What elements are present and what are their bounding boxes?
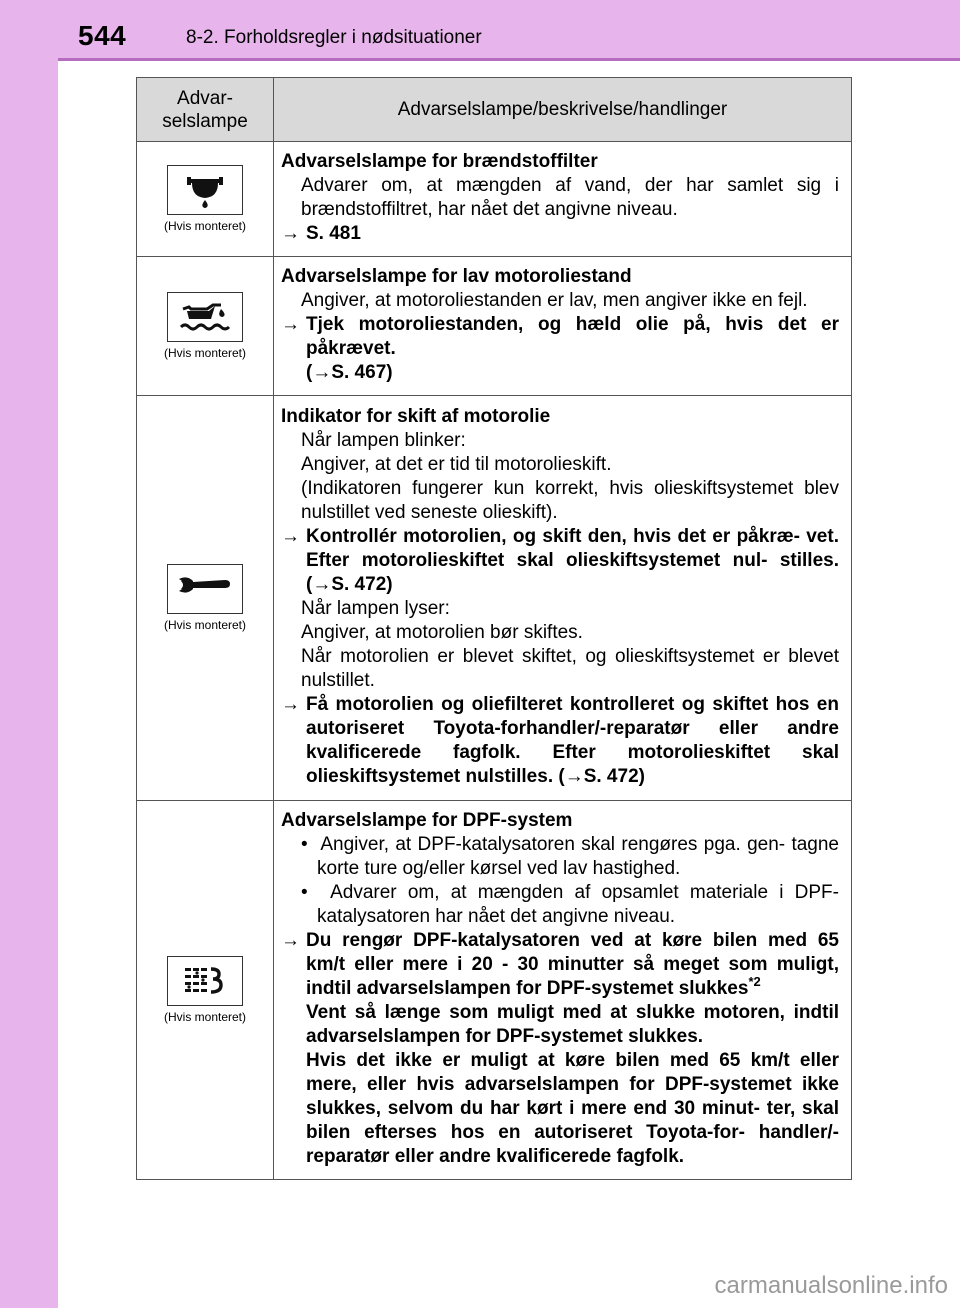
arrow-icon: → xyxy=(564,766,584,787)
action-line xyxy=(281,222,839,246)
lamp-text: Angiver, at motoroliestanden er lav, men angiver ikke en fejl. xyxy=(301,290,808,311)
arrow-icon: → xyxy=(281,930,300,951)
ref-paren: ( xyxy=(306,362,313,383)
action-line xyxy=(281,525,839,597)
column-header-description: Advarselslampe/beskrivelse/handlinger xyxy=(274,78,852,142)
lamp-caption: (Hvis monteret) xyxy=(163,618,246,632)
action-text-2: Vent så længe som muligt med at slukke motoren, indtil advarselslampen for DPF-systemet slukkes. xyxy=(306,1002,839,1047)
action-line xyxy=(281,313,839,361)
lamp-title: Indikator for skift af motorolie xyxy=(281,406,551,427)
description-cell xyxy=(274,142,852,257)
warning-lamp-table xyxy=(136,77,852,1180)
page-ref: S. 467) xyxy=(331,362,393,383)
arrow-icon: → xyxy=(312,362,332,383)
bullet-text: Advarer om, at mængden af opsamlet materiale i DPF- katalysatoren har nået det angivne niveau. xyxy=(317,882,839,927)
lit-text: Angiver, at motorolien bør skiftes. xyxy=(301,622,583,643)
action-text: Tjek motoroliestanden, og hæld olie på, hvis det er påkrævet. xyxy=(306,314,839,359)
bullet-item: • Angiver, at DPF-katalysatoren skal rengøres pga. gen- tagne korte ture og/eller kørsel ved lav hastighed. xyxy=(301,834,839,879)
lamp-caption: (Hvis monteret) xyxy=(163,219,246,233)
blink-note: (Indikatoren fungerer kun korrekt, hvis olieskiftsystemet blev nulstillet ved seneste olieskift). xyxy=(301,478,839,523)
lamp-text: Advarer om, at mængden af vand, der har samlet sig i brændstoffiltret, har nået det angivne niveau. xyxy=(301,175,839,220)
arrow-icon: → xyxy=(281,694,300,715)
lamp-caption: (Hvis monteret) xyxy=(163,1010,246,1024)
arrow-icon: → xyxy=(281,526,300,547)
action-line xyxy=(281,929,839,1001)
blink-text: Angiver, at det er tid til motorolieskift. xyxy=(301,454,612,475)
action-text-3: Hvis det ikke er muligt at køre bilen med 65 km/t eller mere, eller hvis advarselslampen for DPF-systemet ikke slukkes, selvom du har kørt i mere end 30 minut- ter, skal bilen efterses hos en autoriseret Toyota-for- handler/-reparatør eller andre kvalificerede fagfolk. xyxy=(306,1050,839,1167)
lamp-cell xyxy=(137,257,274,396)
wrench-icon xyxy=(167,564,243,614)
table-row xyxy=(137,801,852,1180)
table-row xyxy=(137,396,852,801)
page-ref: S. 472) xyxy=(331,574,393,595)
column-header-lamp: Advar- selslampe xyxy=(137,78,274,142)
footnote-marker: *2 xyxy=(748,974,761,989)
page-ref-line xyxy=(281,361,839,385)
lit-label: Når lampen lyser: xyxy=(301,598,450,619)
header-rule xyxy=(58,58,960,61)
blink-label: Når lampen blinker: xyxy=(301,430,466,451)
lamp-title: Advarselslampe for lav motoroliestand xyxy=(281,266,632,287)
action-line xyxy=(281,693,839,789)
lamp-caption: (Hvis monteret) xyxy=(163,346,246,360)
table-header-row xyxy=(137,78,852,142)
action-text: Du rengør DPF-katalysatoren ved at køre bilen med 65 km/t eller mere i 20 - 30 minutter så meget som muligt, indtil advarselslampen for DPF-systemet slukkes xyxy=(306,930,839,999)
description-cell xyxy=(274,396,852,801)
arrow-icon: → xyxy=(312,574,332,595)
lit-note: Når motorolien er blevet skiftet, og olieskiftsystemet er blevet nulstillet. xyxy=(301,646,839,691)
page-ref: S. 481 xyxy=(306,223,361,244)
table-row xyxy=(137,257,852,396)
lamp-cell xyxy=(137,142,274,257)
description-cell xyxy=(274,257,852,396)
lamp-cell xyxy=(137,801,274,1180)
action-text: Kontrollér motorolien, og skift den, hvis det er påkræ- vet. Efter motorolieskiftet skal olieskiftsystemet nul- stilles. ( xyxy=(306,526,839,595)
dpf-system-icon xyxy=(167,956,243,1006)
page-ref: S. 472) xyxy=(583,766,645,787)
section-title: 8-2. Forholdsregler i nødsituationer xyxy=(186,27,482,48)
description-cell xyxy=(274,801,852,1180)
arrow-icon: → xyxy=(281,223,300,244)
action-text: Få motorolien og oliefilteret kontrolleret og skiftet hos en autoriseret Toyota-forhandler/-reparatør eller andre kvalificerede fagfolk. Efter motorolieskiftet skal olieskiftsystemet nulstilles. ( xyxy=(306,694,839,787)
table-row xyxy=(137,142,852,257)
watermark: carmanualsonline.info xyxy=(714,1272,948,1299)
lamp-cell xyxy=(137,396,274,801)
lamp-title: Advarselslampe for DPF-system xyxy=(281,810,573,831)
fuel-filter-warning-icon xyxy=(167,165,243,215)
page-number: 544 xyxy=(78,20,127,51)
low-oil-level-icon xyxy=(167,292,243,342)
arrow-icon: → xyxy=(281,314,300,335)
bullet-item: • Advarer om, at mængden af opsamlet materiale i DPF- katalysatoren har nået det angivne niveau. xyxy=(301,882,839,927)
bullet-text: Angiver, at DPF-katalysatoren skal rengøres pga. gen- tagne korte ture og/eller kørsel ved lav hastighed. xyxy=(317,834,839,879)
chapter-sidebar xyxy=(0,0,58,1308)
lamp-title: Advarselslampe for brændstoffilter xyxy=(281,151,598,172)
